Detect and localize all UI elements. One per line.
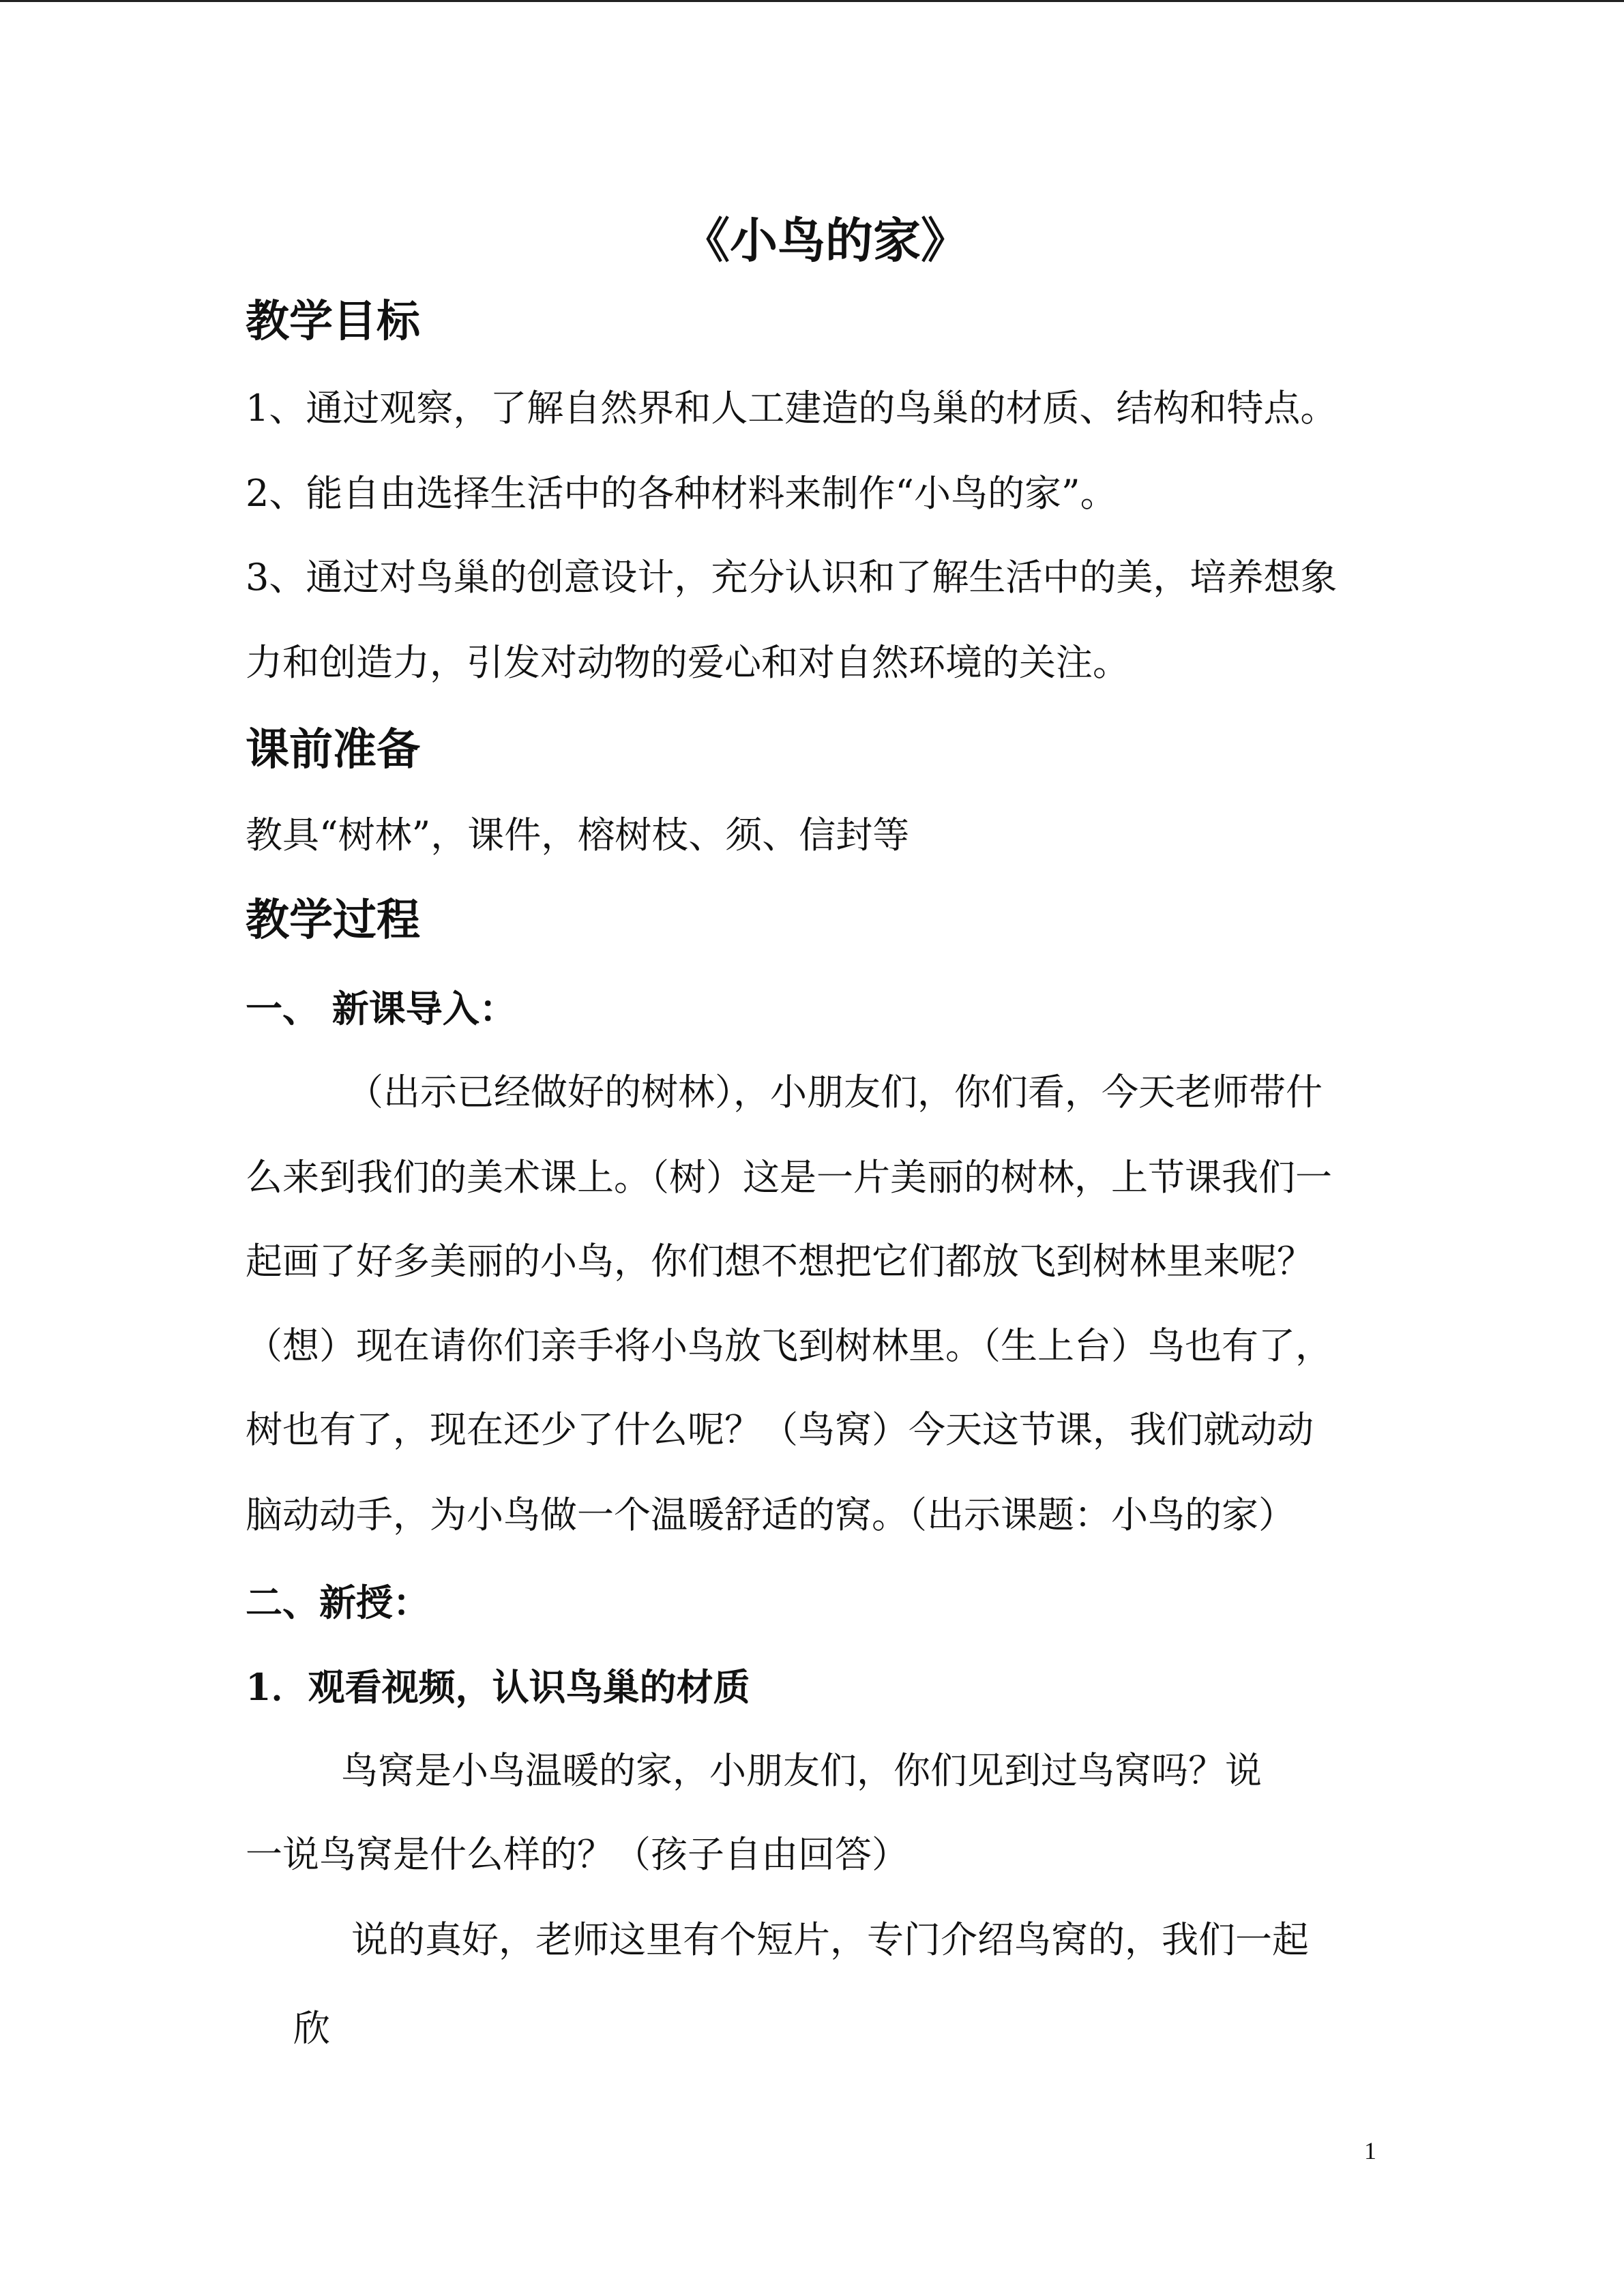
top-border-line [0, 0, 1624, 2]
video-paragraph-line-3: 说的真好，老师这里有个短片，专门介绍鸟窝的，我们一起 [351, 1918, 1309, 1961]
objective-item-1: 1、通过观察，了解自然界和人工建造的鸟巢的材质、结构和特点。 [246, 387, 1338, 430]
heading-part2-new: 二、新授： [246, 1581, 430, 1624]
objective-item-3-continued: 力和创造力，引发对动物的爱心和对自然环境的关注。 [246, 641, 1130, 684]
document-title: 《小鸟的家》 [682, 212, 969, 269]
intro-paragraph-line-5: 树也有了，现在还少了什么呢？（鸟窝）今天这节课，我们就动动 [246, 1408, 1314, 1451]
intro-paragraph-line-1: （出示已经做好的树林），小朋友们，你们看，今天老师带什 [346, 1071, 1323, 1114]
video-paragraph-line-1: 鸟窝是小鸟温暖的家，小朋友们，你们见到过鸟窝吗？说 [341, 1749, 1262, 1792]
heading-part1-intro: 一、 新课导入： [246, 987, 516, 1030]
objective-item-3: 3、通过对鸟巢的创意设计，充分认识和了解生活中的美，培养想象 [246, 556, 1338, 599]
intro-paragraph-line-2: 么来到我们的美术课上。（树）这是一片美丽的树林，上节课我们一 [246, 1156, 1332, 1199]
intro-paragraph-line-3: 起画了好多美丽的小鸟，你们想不想把它们都放飞到树林里来呢？ [246, 1240, 1314, 1283]
heading-objectives: 教学目标 [246, 297, 420, 347]
objective-item-2: 2、能自由选择生活中的各种材料来制作“小鸟的家”。 [246, 472, 1117, 515]
intro-paragraph-line-4: （想）现在请你们亲手将小鸟放飞到树林里。（生上台）鸟也有了， [246, 1324, 1332, 1367]
page-number: 1 [1364, 2137, 1376, 2164]
intro-paragraph-line-6: 脑动动手，为小鸟做一个温暖舒适的窝。（出示课题：小鸟的家） [246, 1493, 1295, 1536]
video-paragraph-line-4: 欣 [293, 2007, 330, 2050]
preparation-text: 教具“树林”，课件，榕树枝、须、信封等 [246, 814, 910, 856]
heading-sub1-video: 1．观看视频，认识鸟巢的材质 [246, 1665, 750, 1709]
heading-process: 教学过程 [246, 895, 420, 946]
heading-preparation: 课前准备 [246, 725, 420, 775]
video-paragraph-line-2: 一说鸟窝是什么样的？（孩子自由回答） [246, 1833, 909, 1876]
